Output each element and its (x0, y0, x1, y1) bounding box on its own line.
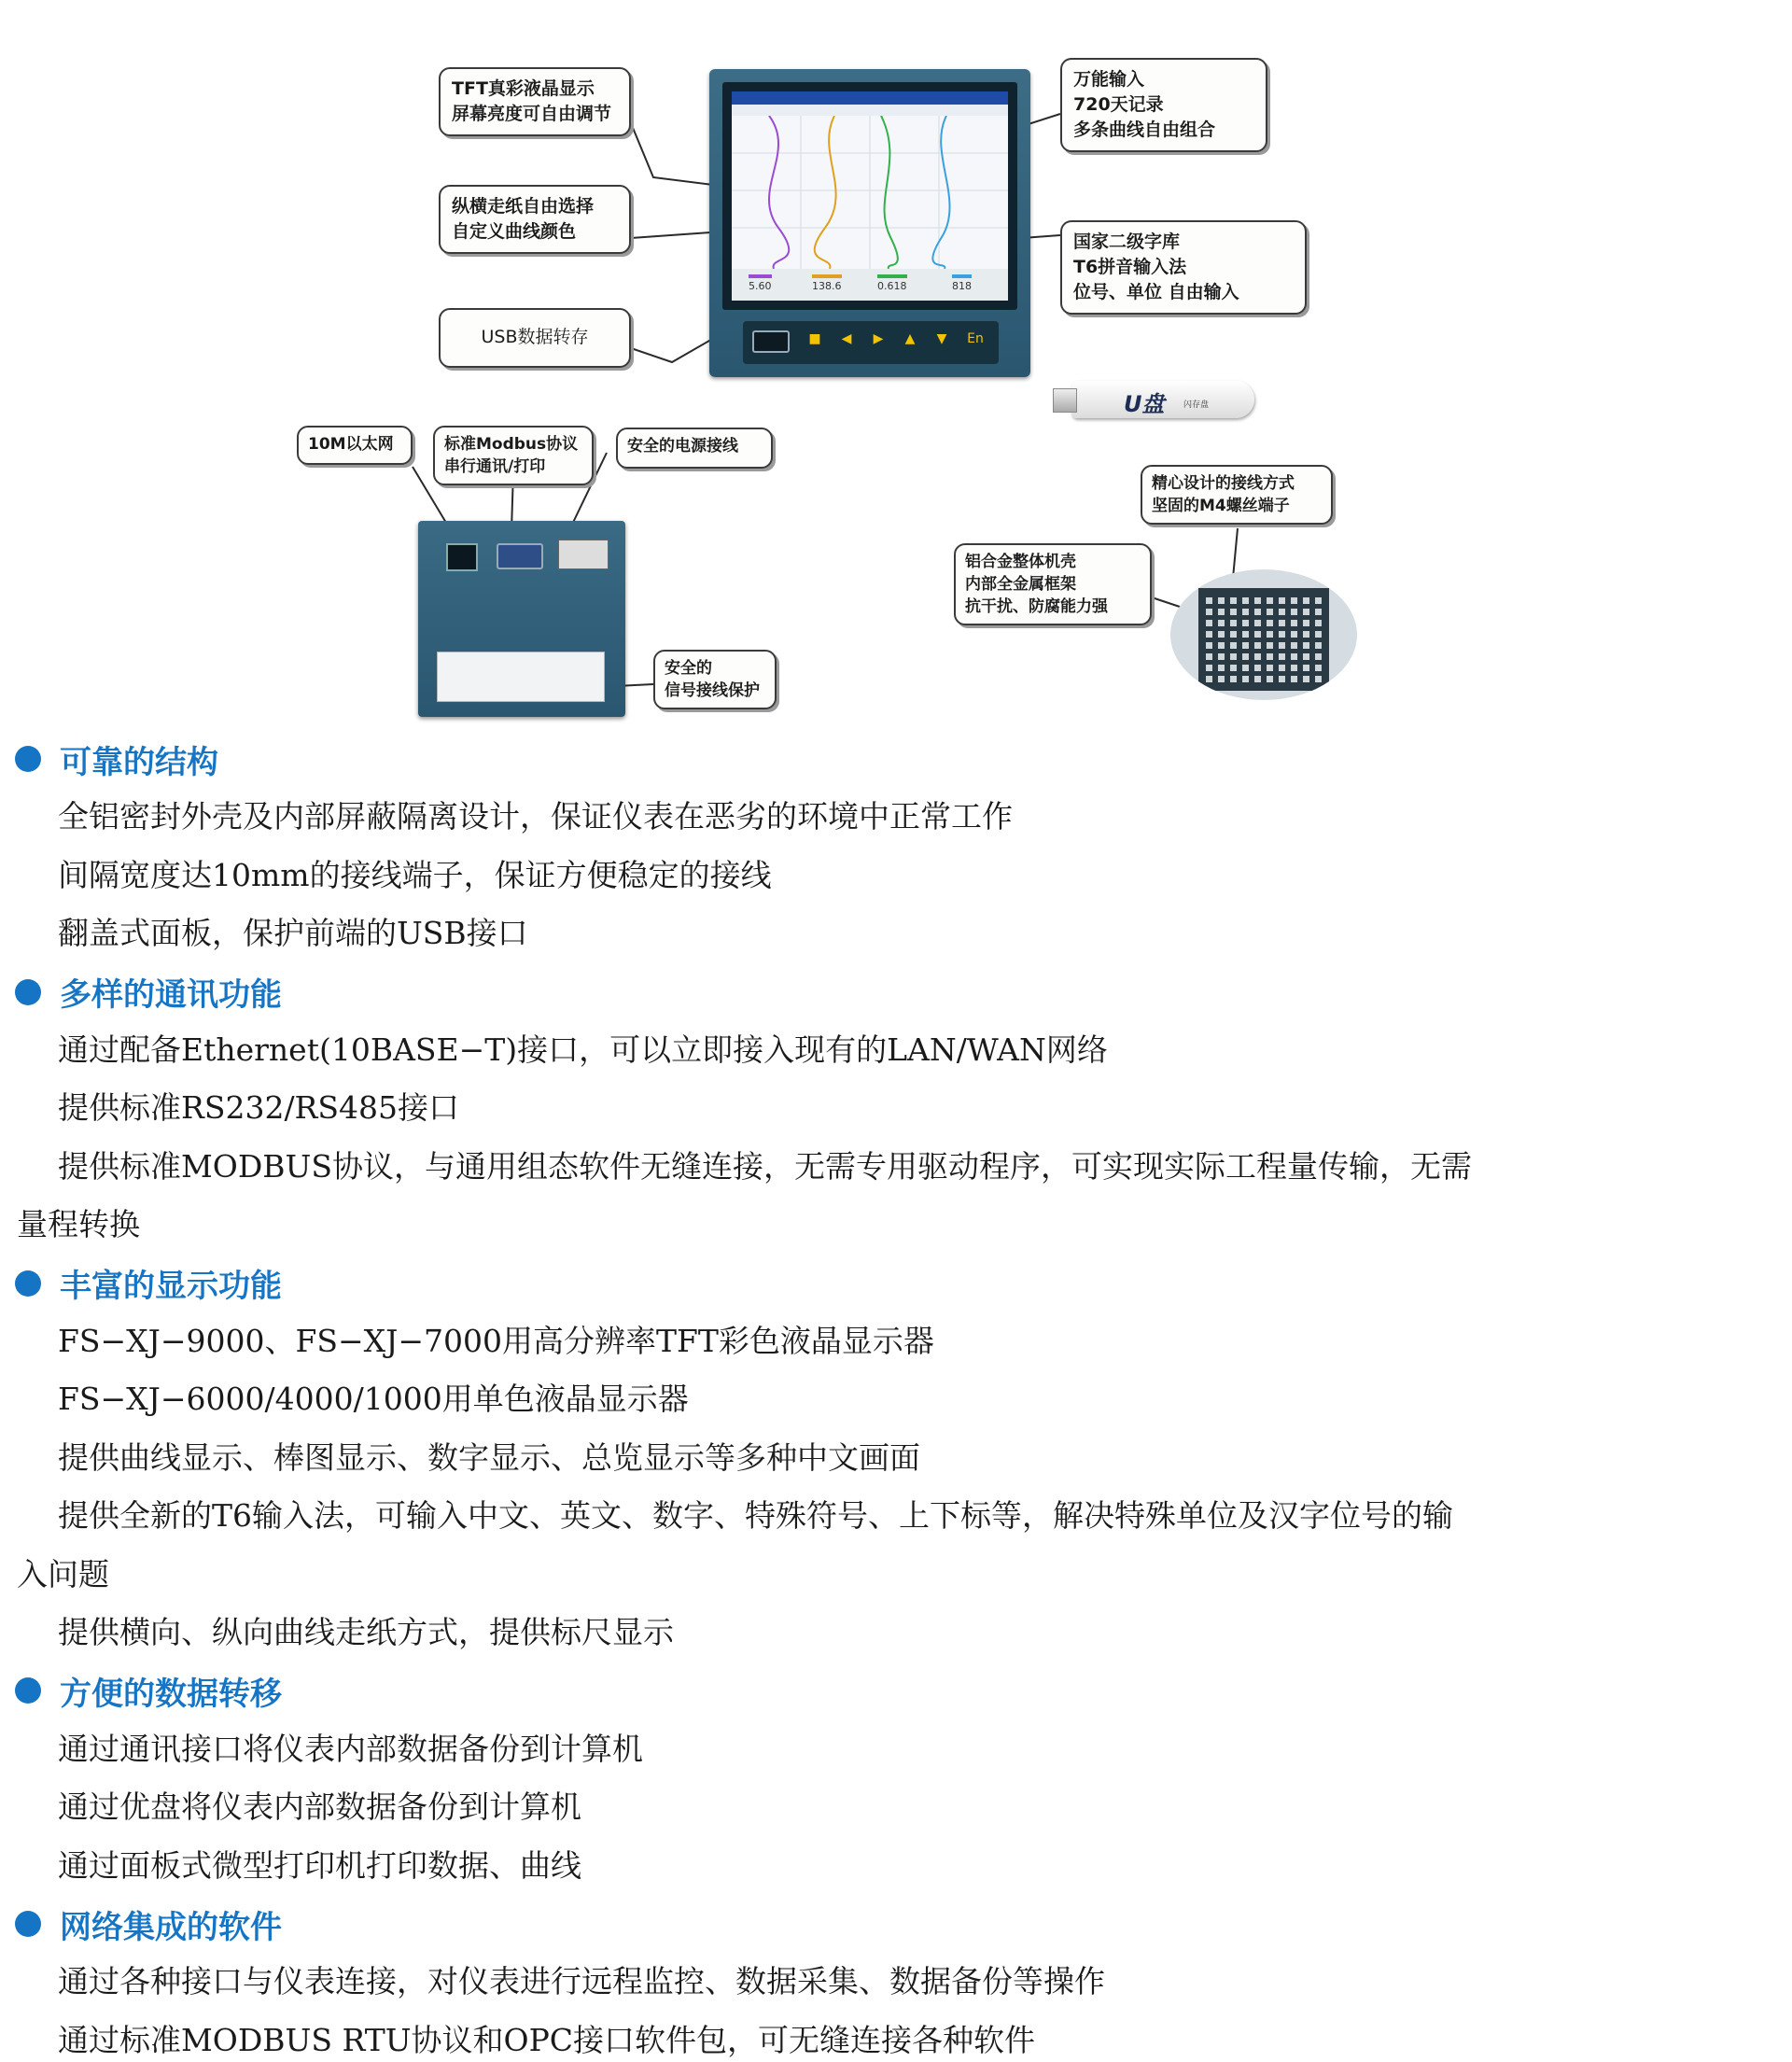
left-key-icon[interactable]: ◀ (841, 331, 852, 346)
usb-flash-drive (1071, 381, 1254, 418)
section-heading (15, 1669, 282, 1712)
screen-bezel (722, 82, 1017, 310)
callout-signal (653, 650, 777, 709)
usb-plug-icon (1053, 388, 1077, 413)
serial-port-icon (497, 543, 543, 569)
body-line: 间隔宽度达10mm的接线端子，保证方便稳定的接线 (58, 856, 772, 893)
body-line: FS−XJ−9000、FS−XJ−7000用高分辨率TFT彩色液晶显示器 (58, 1323, 934, 1359)
curve-1 (769, 116, 789, 269)
curve-3 (881, 116, 898, 269)
callout-modbus-line2: 串行通讯/打印 (444, 457, 546, 476)
udisk-label: U盘 (1124, 391, 1165, 417)
body-line: FS−XJ−6000/4000/1000用单色液晶显示器 (58, 1381, 689, 1418)
callout-charset-line1: 国家二级字库 (1073, 231, 1181, 252)
right-key-icon[interactable]: ▶ (873, 331, 884, 346)
callout-universal-line3: 多条曲线自由组合 (1073, 119, 1216, 140)
reading-1: 5.60 (749, 274, 772, 292)
front-keypad (743, 321, 999, 364)
callout-paper-line1: 纵横走纸自由选择 (452, 196, 595, 217)
callout-power-line1: 安全的电源接线 (627, 437, 738, 456)
body-line: 提供全新的T6输入法，可输入中文、英文、数字、特殊符号、上下标等，解决特殊单位及汉字位号的输 (58, 1497, 1454, 1535)
callout-universal-line1: 万能输入 (1073, 69, 1145, 90)
callout-power (616, 428, 773, 469)
reading-4: 818 (952, 274, 972, 292)
callout-signal-line2: 信号接线保护 (665, 681, 760, 700)
section-title: 方便的数据转移 (60, 1675, 282, 1713)
trend-curves (732, 116, 1008, 269)
curve-4 (932, 116, 949, 269)
body-line: 通过面板式微型打印机打印数据、曲线 (58, 1846, 581, 1884)
body-line: 全铝密封外壳及内部屏蔽隔离设计，保证仪表在恶劣的环境中正常工作 (58, 798, 1013, 835)
power-terminal-icon (558, 540, 609, 569)
callout-modbus-line1: 标准Modbus协议 (444, 435, 579, 454)
body-line: 提供曲线显示、棒图显示、数字显示、总览显示等多种中文画面 (58, 1438, 920, 1476)
section-title: 可靠的结构 (60, 743, 218, 781)
callout-housing-line2: 内部全金属框架 (965, 575, 1076, 594)
callout-tft-line2: 屏幕亮度可自由调节 (452, 104, 612, 124)
body-line: 翻盖式面板，保护前端的USB接口 (58, 915, 528, 952)
callout-housing-line1: 铝合金整体机壳 (965, 553, 1076, 571)
section-title: 网络集成的软件 (60, 1908, 282, 1946)
callout-paper-line2: 自定义曲线颜色 (452, 221, 577, 242)
callout-tft (439, 67, 631, 136)
section-heading (15, 1262, 282, 1305)
recorder-front-panel (709, 69, 1030, 377)
ethernet-port-icon (446, 543, 478, 571)
body-line: 入问题 (17, 1555, 109, 1592)
body-line: 提供标准MODBUS协议，与通用组态软件无缝连接，无需专用驱动程序，可实现实际工程量传输，无需 (58, 1147, 1472, 1185)
callout-tft-line1: TFT真彩液晶显示 (452, 78, 595, 99)
body-line: 量程转换 (17, 1206, 140, 1243)
callout-ethernet (297, 426, 413, 465)
body-line: 通过优盘将仪表内部数据备份到计算机 (58, 1788, 581, 1826)
callout-ethernet-line1: 10M以太网 (308, 435, 394, 454)
reading-3: 0.618 (877, 274, 907, 292)
body-line: 通过配备Ethernet(10BASE−T)接口，可以立即接入现有的LAN/WAN网络 (58, 1031, 1108, 1068)
section-heading (15, 1902, 282, 1945)
enter-key-icon[interactable]: En (967, 331, 984, 346)
body-line: 提供横向、纵向曲线走纸方式，提供标尺显示 (58, 1614, 674, 1650)
callout-housing-line3: 抗干扰、防腐能力强 (965, 597, 1108, 616)
screen-channel-tabs (732, 105, 1008, 116)
callout-universal-line2: 720天记录 (1073, 94, 1164, 115)
channel-readings (732, 269, 1008, 301)
udisk-sub-label: 闪存盘 (1183, 400, 1210, 410)
callout-housing (954, 543, 1152, 625)
terminal-grid (1170, 569, 1357, 700)
callout-charset-line2: T6拼音输入法 (1073, 257, 1187, 277)
body-line: 通过标准MODBUS RTU协议和OPC接口软件包，可无缝连接各种软件 (58, 2021, 1036, 2058)
reading-2: 138.6 (812, 274, 842, 292)
body-line: 通过各种接口与仪表连接，对仪表进行远程监控、数据采集、数据备份等操作 (58, 1963, 1105, 2000)
bullet-icon (15, 1911, 41, 1937)
body-line: 通过通讯接口将仪表内部数据备份到计算机 (58, 1730, 643, 1767)
callout-modbus (433, 426, 594, 485)
nameplate (437, 652, 605, 702)
bullet-icon (15, 1270, 41, 1297)
menu-key-icon[interactable]: ■ (808, 331, 821, 346)
callout-usb-line1: USB数据转存 (481, 327, 589, 347)
section-heading (15, 737, 218, 780)
callout-paper-feed (439, 185, 631, 254)
callout-usb (439, 308, 631, 368)
down-key-icon[interactable]: ▼ (936, 331, 947, 346)
callout-signal-line1: 安全的 (665, 659, 712, 678)
bullet-icon (15, 746, 41, 772)
tft-screen (732, 91, 1008, 301)
callout-wiring-line2: 坚固的M4螺丝端子 (1152, 497, 1290, 515)
terminal-block-photo (1170, 569, 1357, 700)
bullet-icon (15, 1677, 41, 1704)
callout-universal-input (1060, 58, 1267, 152)
callout-charset (1060, 220, 1307, 315)
callout-wiring-line1: 精心设计的接线方式 (1152, 474, 1295, 493)
section-heading (15, 971, 282, 1014)
body-line: 提供标准RS232/RS485接口 (58, 1089, 459, 1127)
usb-port[interactable] (752, 330, 790, 353)
screen-status-bar (732, 91, 1008, 105)
section-title: 丰富的显示功能 (60, 1268, 282, 1306)
callout-charset-line3: 位号、单位 自由输入 (1073, 282, 1239, 302)
product-diagram (0, 0, 1792, 728)
recorder-rear-panel (418, 521, 625, 717)
section-title: 多样的通讯功能 (60, 976, 282, 1015)
bullet-icon (15, 979, 41, 1005)
callout-wiring (1141, 465, 1333, 525)
up-key-icon[interactable]: ▲ (904, 331, 916, 346)
curve-2 (815, 116, 836, 269)
